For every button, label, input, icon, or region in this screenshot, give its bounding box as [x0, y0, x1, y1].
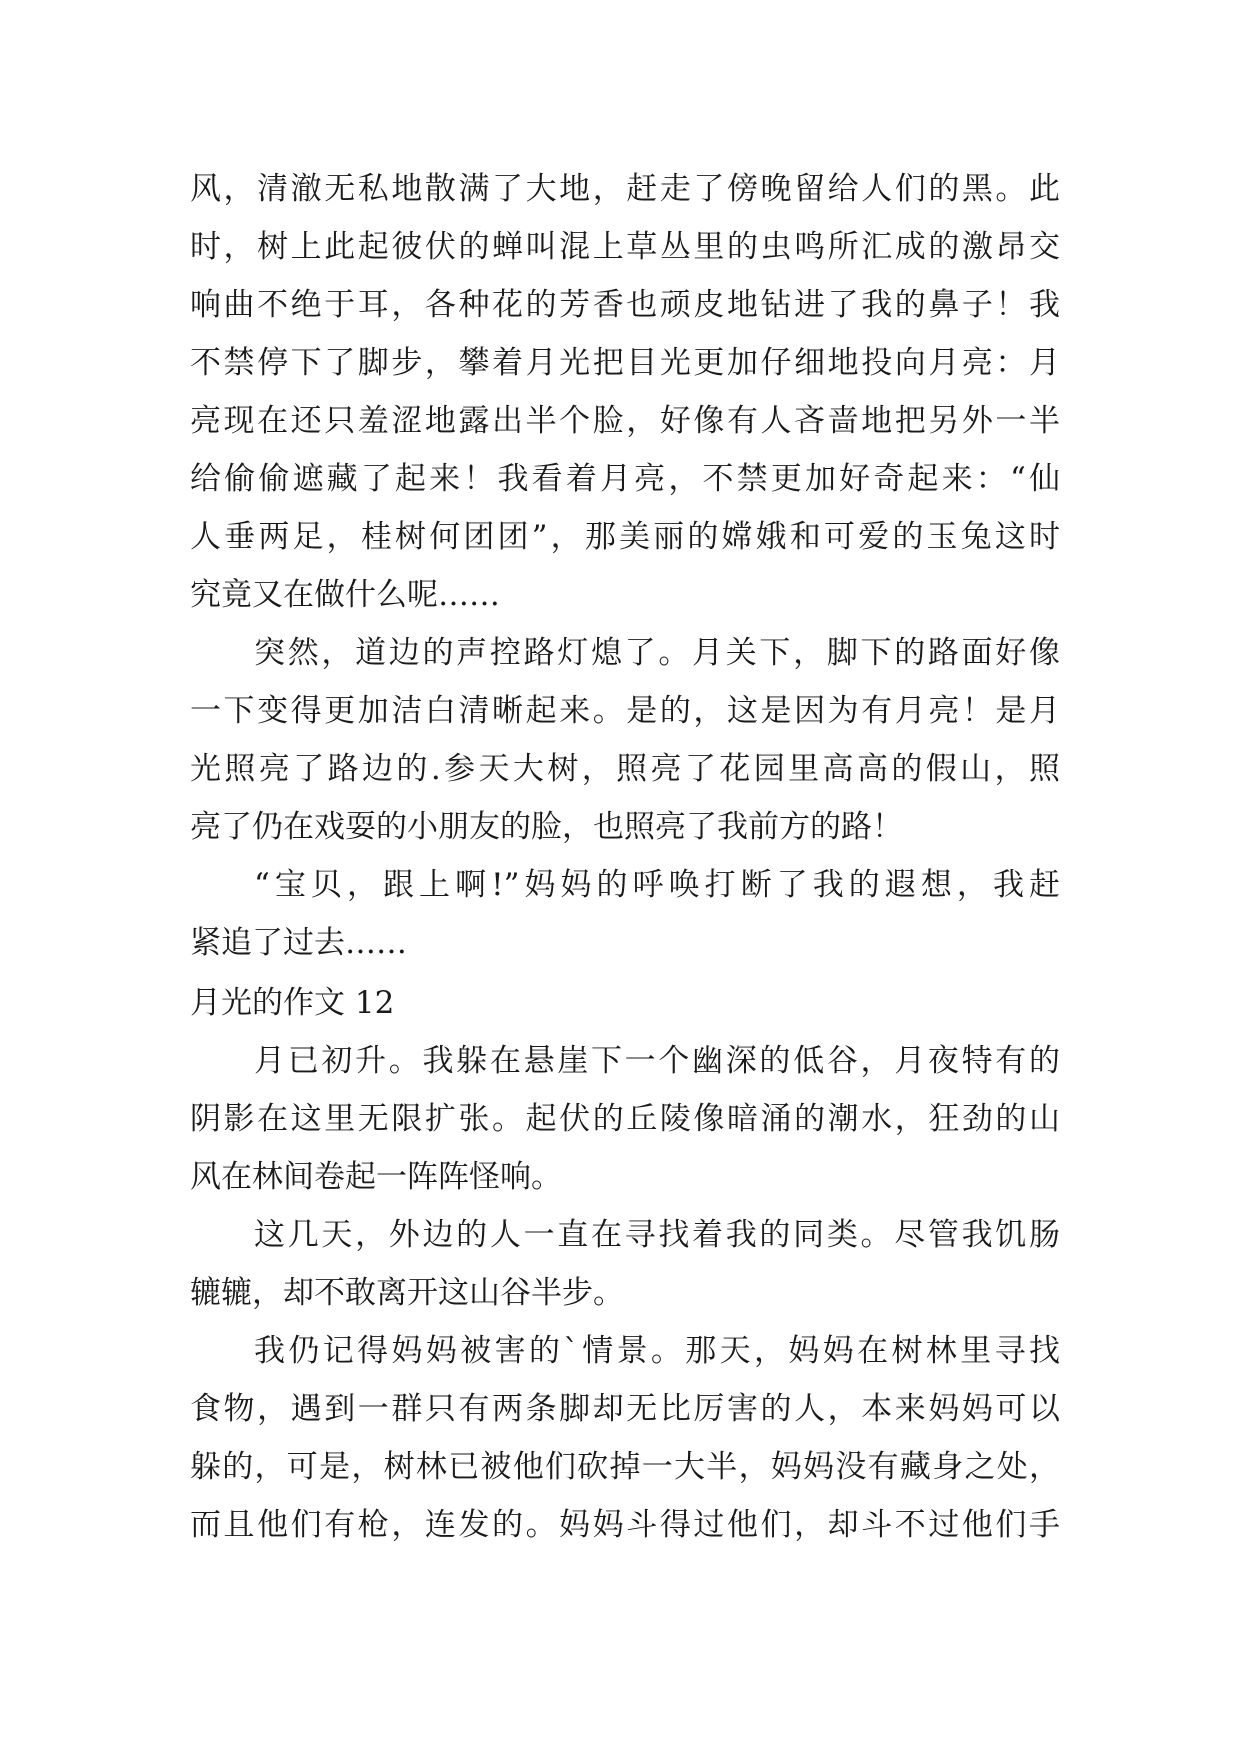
paragraph-start-line: “宝贝，跟上啊!”妈妈的呼唤打断了我的遐想，我赶 — [254, 867, 1060, 903]
text-line: 光照亮了路边的.参天大树，照亮了花园里高高的假山，照 — [190, 751, 1060, 787]
text-line: 辘辘，却不敢离开这山谷半步。 — [190, 1275, 624, 1311]
text-line: 风在林间卷起一阵阵怪响。 — [190, 1159, 562, 1195]
text-line: 人垂两足，桂树何团团”，那美丽的嫦娥和可爱的玉兔这时 — [190, 519, 1060, 555]
text-line: 不禁停下了脚步，攀着月光把目光更加仔细地投向月亮：月 — [190, 345, 1060, 381]
paragraph-start-line: 突然，道边的声控路灯熄了。月关下，脚下的路面好像 — [254, 635, 1060, 671]
text-line: 躲的，可是，树林已被他们砍掉一大半，妈妈没有藏身之处， — [190, 1449, 1060, 1485]
text-line: 而且他们有枪，连发的。妈妈斗得过他们，却斗不过他们手 — [190, 1507, 1060, 1543]
essay-body — [190, 160, 1060, 1554]
text-line: 食物，遇到一群只有两条脚却无比厉害的人，本来妈妈可以 — [190, 1391, 1060, 1427]
text-line: 亮现在还只羞涩地露出半个脸，好像有人吝啬地把另外一半 — [190, 403, 1060, 439]
text-line: 亮了仍在戏耍的小朋友的脸，也照亮了我前方的路！ — [190, 809, 903, 845]
text-line: 给偷偷遮藏了起来！我看着月亮，不禁更加好奇起来：“仙 — [190, 461, 1060, 497]
text-line: 紧追了过去…… — [190, 925, 407, 961]
text-line: 一下变得更加洁白清晰起来。是的，这是因为有月亮！是月 — [190, 693, 1060, 729]
text-line: 究竟又在做什么呢…… — [190, 577, 500, 613]
paragraph-start-line: 月已初升。我躲在悬崖下一个幽深的低谷，月夜特有的 — [254, 1043, 1060, 1079]
text-line: 时，树上此起彼伏的蝉叫混上草丛里的虫鸣所汇成的激昂交 — [190, 229, 1060, 265]
paragraph-start-line: 我仍记得妈妈被害的`情景。那天，妈妈在树林里寻找 — [254, 1333, 1060, 1369]
text-line: 阴影在这里无限扩张。起伏的丘陵像暗涌的潮水，狂劲的山 — [190, 1101, 1060, 1137]
text-line: 响曲不绝于耳，各种花的芳香也顽皮地钻进了我的鼻子！我 — [190, 287, 1060, 323]
text-line: 风，清澈无私地散满了大地，赶走了傍晚留给人们的黑。此 — [190, 171, 1060, 207]
essay-heading: 月光的作文 12 — [190, 985, 395, 1021]
paragraph-start-line: 这几天，外边的人一直在寻找着我的同类。尽管我饥肠 — [254, 1217, 1060, 1253]
